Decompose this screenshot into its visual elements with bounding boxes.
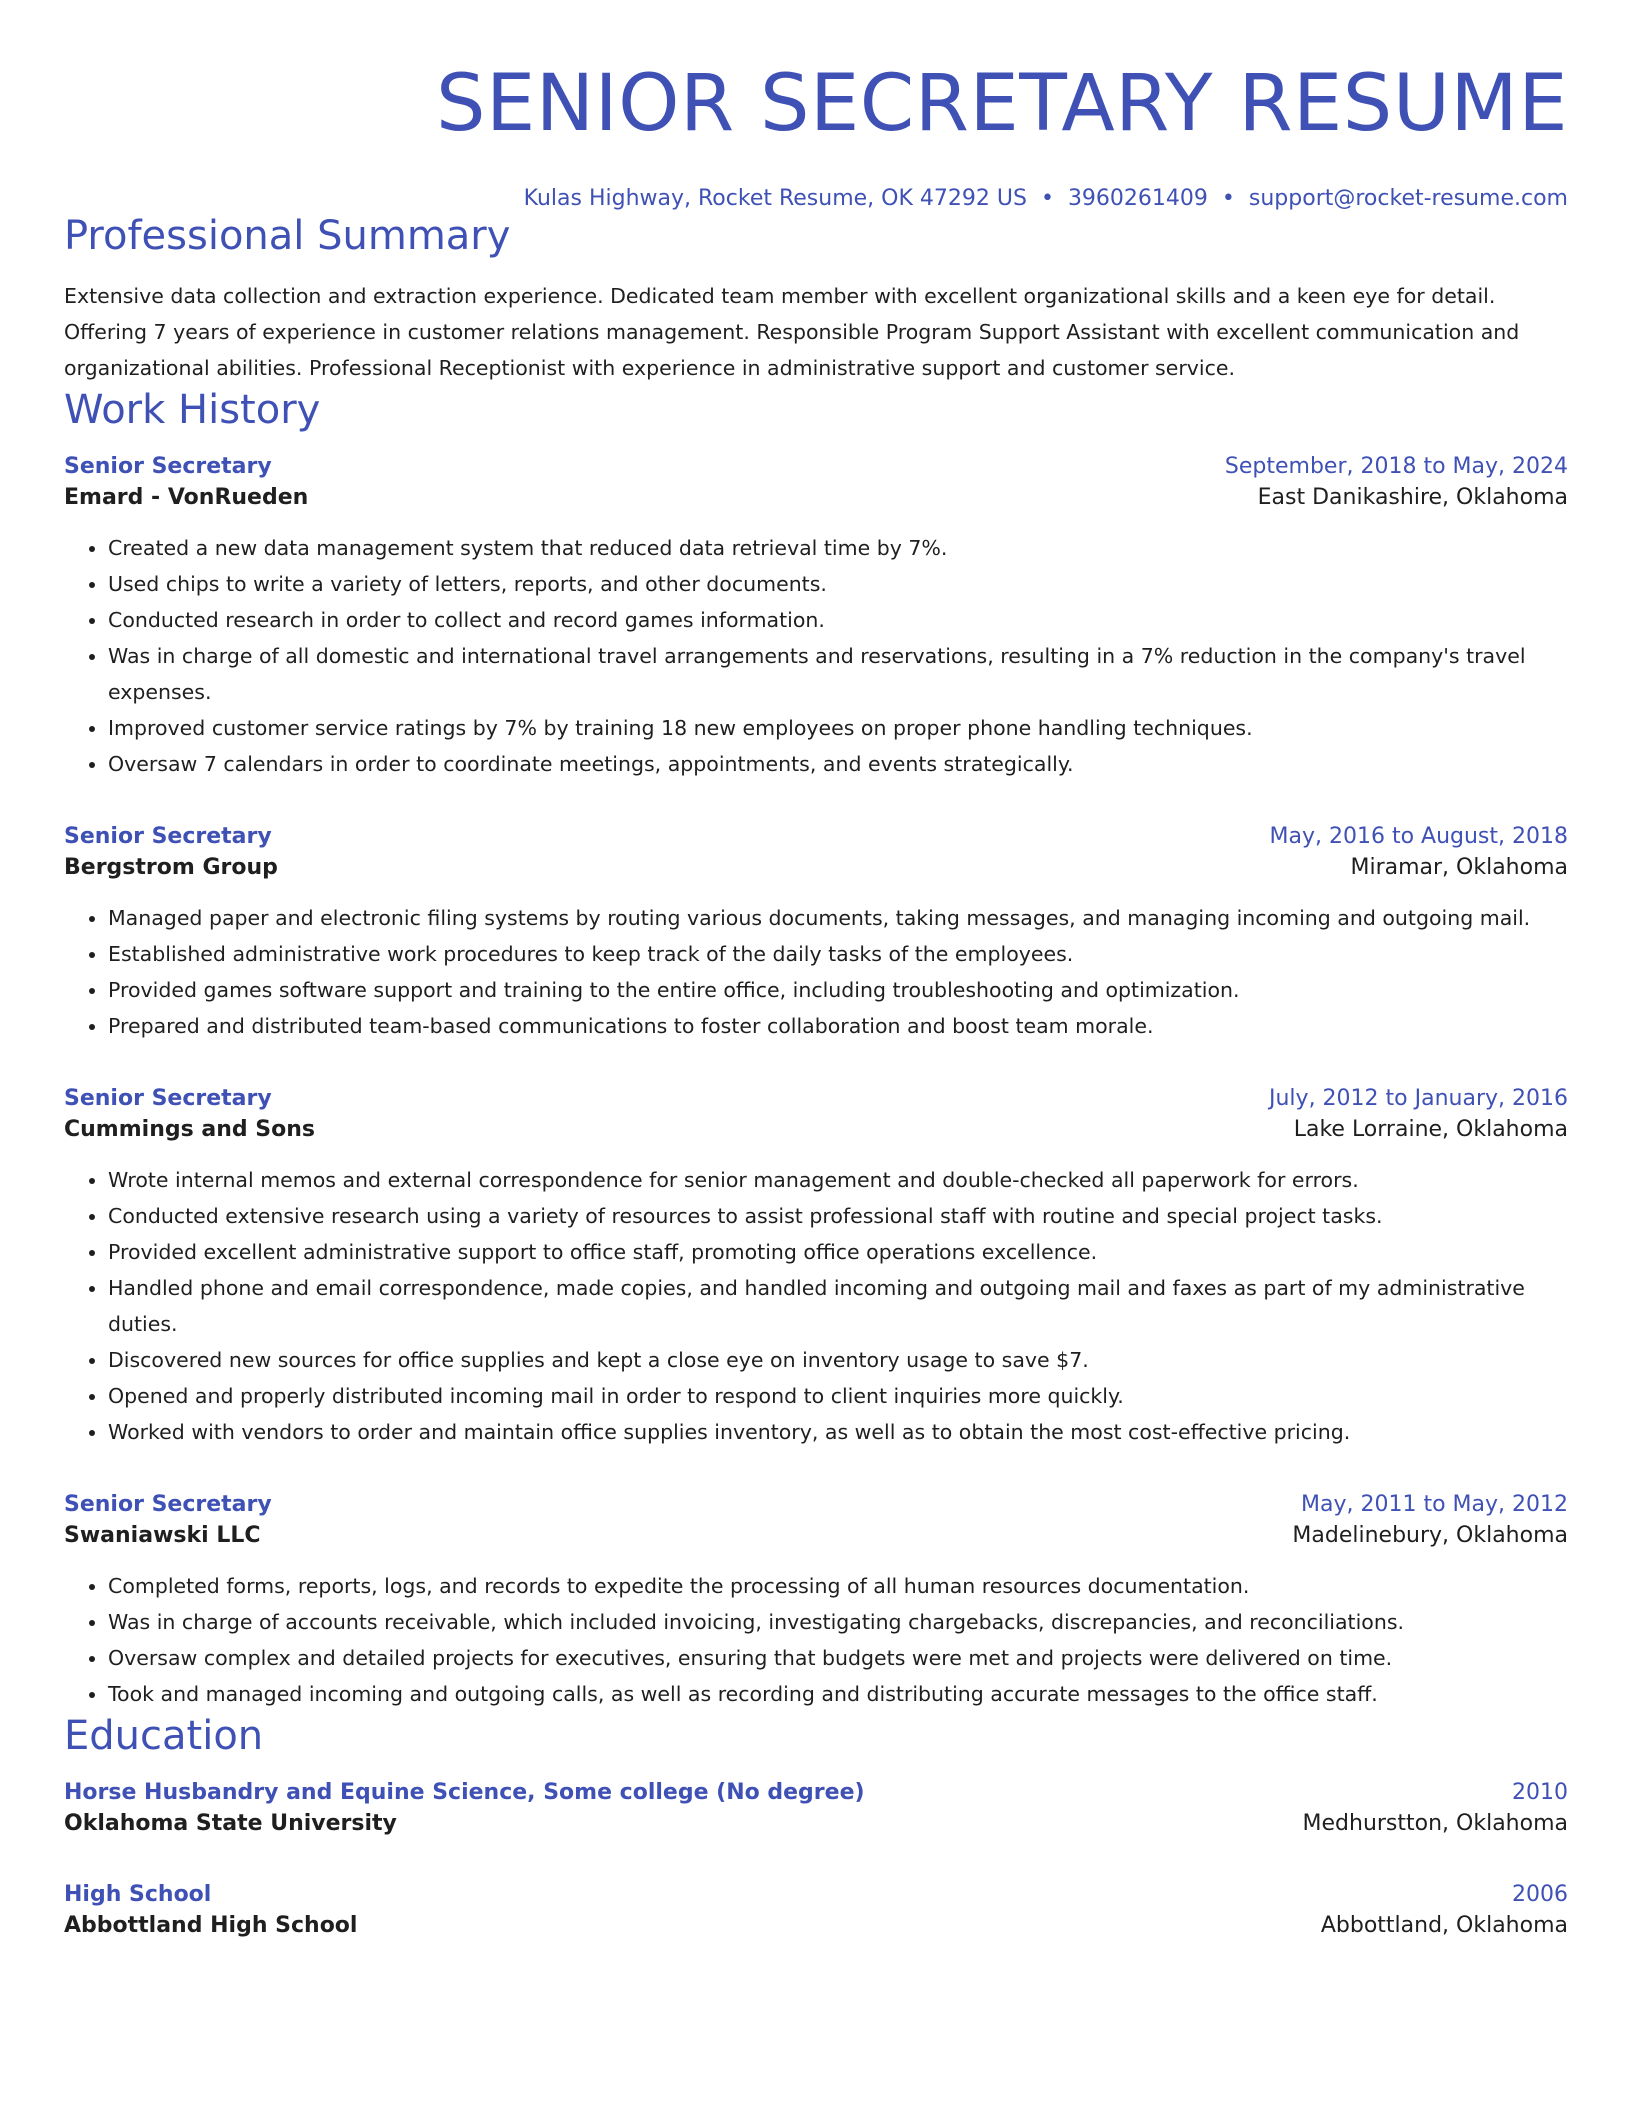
job-bullet: • Provided games software support and training to the entire office, including troubleshooting and optimization.	[108, 972, 1568, 1008]
job-bullets	[64, 1162, 1568, 1450]
job-bullet: • Established administrative work procedures to keep track of the daily tasks of the employees.	[108, 936, 1568, 972]
summary-heading: Professional Summary	[64, 213, 511, 259]
job-bullet: • Handled phone and email correspondence, made copies, and handled incoming and outgoing mail and faxes as part of my administrative duties.	[108, 1270, 1568, 1342]
education-location: Abbottland, Oklahoma	[1320, 1913, 1568, 1938]
job-bullet: • Conducted research in order to collect and record games information.	[108, 602, 1568, 638]
job-bullet: • Oversaw complex and detailed projects for executives, ensuring that budgets were met and projects were delivered on time.	[108, 1640, 1568, 1676]
job-location: Lake Lorraine, Oklahoma	[1293, 1117, 1568, 1142]
contact-email: support@rocket-resume.com	[1248, 186, 1568, 211]
job-bullet: • Managed paper and electronic filing systems by routing various documents, taking messages, and managing incoming and outgoing mail.	[108, 900, 1568, 936]
job-dates: May, 2011 to May, 2012	[1301, 1492, 1568, 1517]
job-location: Miramar, Oklahoma	[1350, 855, 1568, 880]
job-role: Senior Secretary	[64, 1492, 272, 1517]
contact-separator: •	[1040, 186, 1054, 211]
job-bullets	[64, 530, 1568, 782]
contact-address: Kulas Highway, Rocket Resume, OK 47292 US	[523, 186, 1027, 211]
job-entry	[64, 452, 1568, 782]
work-history-heading: Work History	[64, 387, 321, 433]
resume-title: SENIOR SECRETARY RESUME	[435, 59, 1568, 149]
education-entry	[64, 1880, 1568, 1942]
job-bullet: • Discovered new sources for office supplies and kept a close eye on inventory usage to save $7.	[108, 1342, 1568, 1378]
job-entry	[64, 822, 1568, 1044]
job-company: Cummings and Sons	[64, 1117, 315, 1142]
job-bullet: • Improved customer service ratings by 7% by training 18 new employees on proper phone handling techniques.	[108, 710, 1568, 746]
education-location: Medhurstton, Oklahoma	[1302, 1811, 1568, 1836]
job-bullet: • Used chips to write a variety of letters, reports, and other documents.	[108, 566, 1568, 602]
job-bullets	[64, 900, 1568, 1044]
job-bullet: • Prepared and distributed team-based communications to foster collaboration and boost team morale.	[108, 1008, 1568, 1044]
education-degree: Horse Husbandry and Equine Science, Some college (No degree)	[64, 1780, 865, 1805]
job-bullet: • Oversaw 7 calendars in order to coordinate meetings, appointments, and events strategically.	[108, 746, 1568, 782]
job-entry	[64, 1084, 1568, 1450]
job-bullet: • Was in charge of accounts receivable, which included invoicing, investigating chargebacks, discrepancies, and reconciliations.	[108, 1604, 1568, 1640]
job-company: Swaniawski LLC	[64, 1523, 261, 1548]
job-bullet: • Created a new data management system that reduced data retrieval time by 7%.	[108, 530, 1568, 566]
job-role: Senior Secretary	[64, 454, 272, 479]
education-degree: High School	[64, 1882, 212, 1907]
job-bullet: • Worked with vendors to order and maintain office supplies inventory, as well as to obtain the most cost-effective pricing.	[108, 1414, 1568, 1450]
job-bullet: • Opened and properly distributed incoming mail in order to respond to client inquiries more quickly.	[108, 1378, 1568, 1414]
resume-page	[64, 0, 1568, 1942]
education-heading: Education	[64, 1713, 264, 1759]
education-school: Oklahoma State University	[64, 1811, 397, 1836]
job-bullets	[64, 1568, 1568, 1712]
job-bullet: • Took and managed incoming and outgoing calls, as well as recording and distributing accurate messages to the office staff.	[108, 1676, 1568, 1712]
job-role: Senior Secretary	[64, 824, 272, 849]
job-bullet: • Conducted extensive research using a variety of resources to assist professional staff with routine and special project tasks.	[108, 1198, 1568, 1234]
job-dates: May, 2016 to August, 2018	[1269, 824, 1568, 849]
job-bullet: • Completed forms, reports, logs, and records to expedite the processing of all human resources documentation.	[108, 1568, 1568, 1604]
contact-separator: •	[1221, 186, 1235, 211]
contact-line	[64, 186, 1568, 212]
job-bullet: • Wrote internal memos and external correspondence for senior management and double-checked all paperwork for errors.	[108, 1162, 1568, 1198]
education-year: 2006	[1512, 1882, 1568, 1907]
job-entry	[64, 1490, 1568, 1712]
education-year: 2010	[1512, 1780, 1568, 1805]
education-entry	[64, 1778, 1568, 1840]
job-dates: September, 2018 to May, 2024	[1224, 454, 1568, 479]
job-dates: July, 2012 to January, 2016	[1269, 1086, 1568, 1111]
job-bullet: • Was in charge of all domestic and international travel arrangements and reservations, resulting in a 7% reduction in the company's travel expenses.	[108, 638, 1568, 710]
job-company: Bergstrom Group	[64, 855, 278, 880]
summary-text: Extensive data collection and extraction experience. Dedicated team member with excellent organizational skills and a keen eye for detail. Offering 7 years of experience in customer relations management. Responsible Program Support Assistant with excellent communication and organizational abilities. Professional Receptionist with experience in administrative support and customer service.	[64, 284, 1520, 380]
education-school: Abbottland High School	[64, 1913, 358, 1938]
job-company: Emard - VonRueden	[64, 485, 309, 510]
job-location: Madelinebury, Oklahoma	[1292, 1523, 1568, 1548]
job-role: Senior Secretary	[64, 1086, 272, 1111]
job-bullet: • Provided excellent administrative support to office staff, promoting office operations excellence.	[108, 1234, 1568, 1270]
contact-phone: 3960261409	[1067, 186, 1208, 211]
job-location: East Danikashire, Oklahoma	[1257, 485, 1568, 510]
